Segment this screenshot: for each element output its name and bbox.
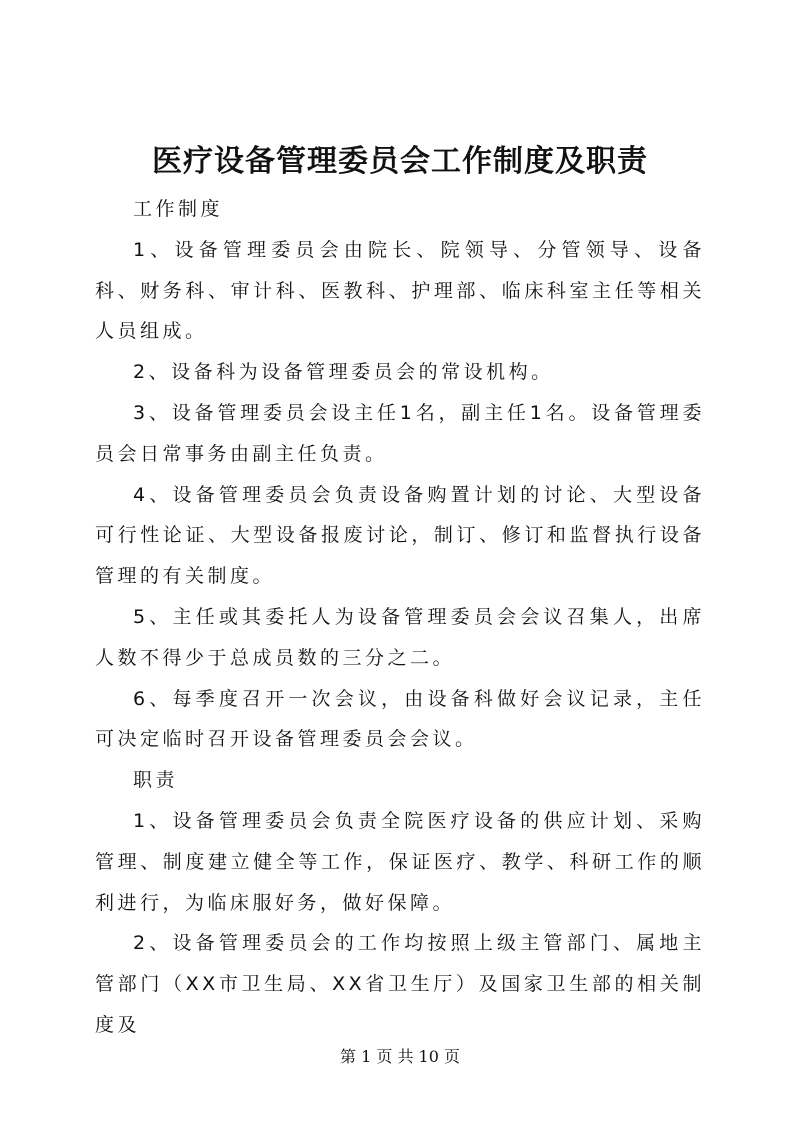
paragraph: 3、设备管理委员会设主任1名，副主任1名。设备管理委员会日常事务由副主任负责。 [95, 401, 705, 465]
paragraph: 1、设备管理委员会由院长、院领导、分管领导、设备科、财务科、审计科、医教科、护理部、临床科室主任等相关人员组成。 [95, 238, 705, 343]
section-heading-work-rules: 工作制度 [133, 198, 224, 220]
paragraph: 6、每季度召开一次会议，由设备科做好会议记录，主任可决定临时召开设备管理委员会会议。 [95, 687, 705, 751]
paragraph: 4、设备管理委员会负责设备购置计划的讨论、大型设备可行性论证、大型设备报废讨论，制订、修订和监督执行设备管理的有关制度。 [95, 483, 705, 588]
paragraph: 2、设备管理委员会的工作均按照上级主管部门、属地主管部门（XX市卫生局、XX省卫生厅）及国家卫生部的相关制度及 [95, 932, 705, 1036]
paragraph: 5、主任或其委托人为设备管理委员会会议召集人，出席人数不得少于总成员数的三分之二。 [95, 605, 705, 669]
paragraph: 1、设备管理委员会负责全院医疗设备的供应计划、采购管理、制度建立健全等工作，保证医疗、教学、科研工作的顺利进行，为临床服好务，做好保障。 [95, 809, 705, 914]
section-heading-duties: 职责 [133, 769, 179, 792]
paragraph: 2、设备科为设备管理委员会的常设机构。 [133, 361, 554, 384]
document-title: 医疗设备管理委员会工作制度及职责 [152, 144, 648, 179]
page-number-footer: 第 1 页 共 10 页 [340, 1047, 460, 1066]
document-body [95, 189, 705, 1046]
